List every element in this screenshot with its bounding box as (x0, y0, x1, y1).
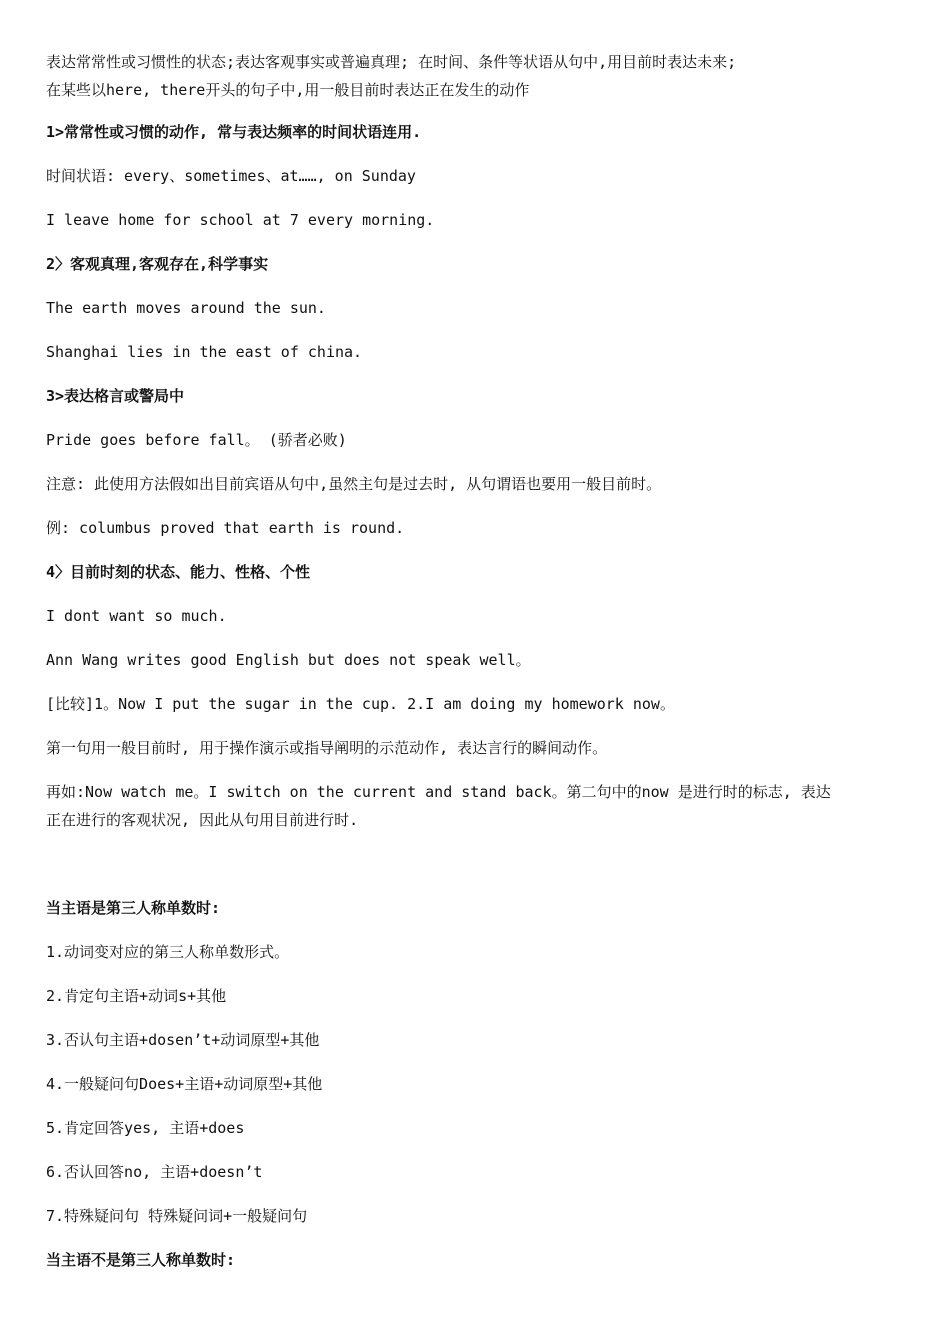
heading-habitual: 1>常常性或习惯的动作, 常与表达频率的时间状语连用. (46, 123, 422, 141)
example-dont-want: I dont want so much. (46, 607, 227, 625)
rule-3: 3.否认句主语+dosen’t+动词原型+其他 (46, 1031, 320, 1049)
example-earth: The earth moves around the sun. (46, 299, 326, 317)
heading-proverbs: 3>表达格言或警局中 (46, 387, 185, 405)
heading-not-third-person-singular: 当主语不是第三人称单数时: (46, 1251, 236, 1269)
explanation-second-sentence (46, 778, 908, 834)
time-adverbs-line: 时间状语: every、sometimes、at……, on Sunday (46, 167, 416, 185)
intro-paragraph (46, 48, 908, 104)
explanation-first-sentence: 第一句用一般目前时, 用于操作演示或指导阐明的示范动作, 表达言行的瞬间动作。 (46, 739, 608, 757)
example-columbus: 例: columbus proved that earth is round. (46, 519, 405, 537)
rule-5: 5.肯定回答yes, 主语+does (46, 1119, 245, 1137)
rule-2: 2.肯定句主语+动词s+其他 (46, 987, 227, 1005)
explanation-line-1: 再如:Now watch me。I switch on the current and stand back。第二句中的now 是进行时的标志, 表达 (46, 783, 831, 801)
section-spacer (46, 850, 908, 894)
heading-objective-truth: 2〉客观真理,客观存在,科学事实 (46, 255, 269, 273)
rule-6: 6.否认回答no, 主语+doesn’t (46, 1163, 263, 1181)
note-object-clause: 注意: 此使用方法假如出目前宾语从句中,虽然主句是过去时, 从句谓语也要用一般目前时。 (46, 475, 662, 493)
document-page (46, 48, 908, 1290)
example-shanghai: Shanghai lies in the east of china. (46, 343, 363, 361)
example-pride: Pride goes before fall。 (骄者必败) (46, 431, 347, 449)
intro-line-1: 表达常常性或习惯性的状态;表达客观事实或普遍真理; 在时间、条件等状语从句中,用目前时表达未来; (46, 53, 737, 71)
rule-1: 1.动词变对应的第三人称单数形式。 (46, 943, 290, 961)
example-leave-home: I leave home for school at 7 every morning. (46, 211, 435, 229)
comparison-line: [比较]1。Now I put the sugar in the cup. 2.I am doing my homework now。 (46, 695, 675, 713)
explanation-line-2: 正在进行的客观状况, 因此从句用目前进行时. (46, 811, 359, 829)
example-ann-wang: Ann Wang writes good English but does not speak well。 (46, 651, 531, 669)
intro-line-2: 在某些以here, there开头的句子中,用一般目前时表达正在发生的动作 (46, 81, 530, 99)
rule-4: 4.一般疑问句Does+主语+动词原型+其他 (46, 1075, 323, 1093)
heading-third-person-singular: 当主语是第三人称单数时: (46, 899, 221, 917)
rule-7: 7.特殊疑问句 特殊疑问词+一般疑问句 (46, 1207, 308, 1225)
heading-current-state: 4〉目前时刻的状态、能力、性格、个性 (46, 563, 311, 581)
